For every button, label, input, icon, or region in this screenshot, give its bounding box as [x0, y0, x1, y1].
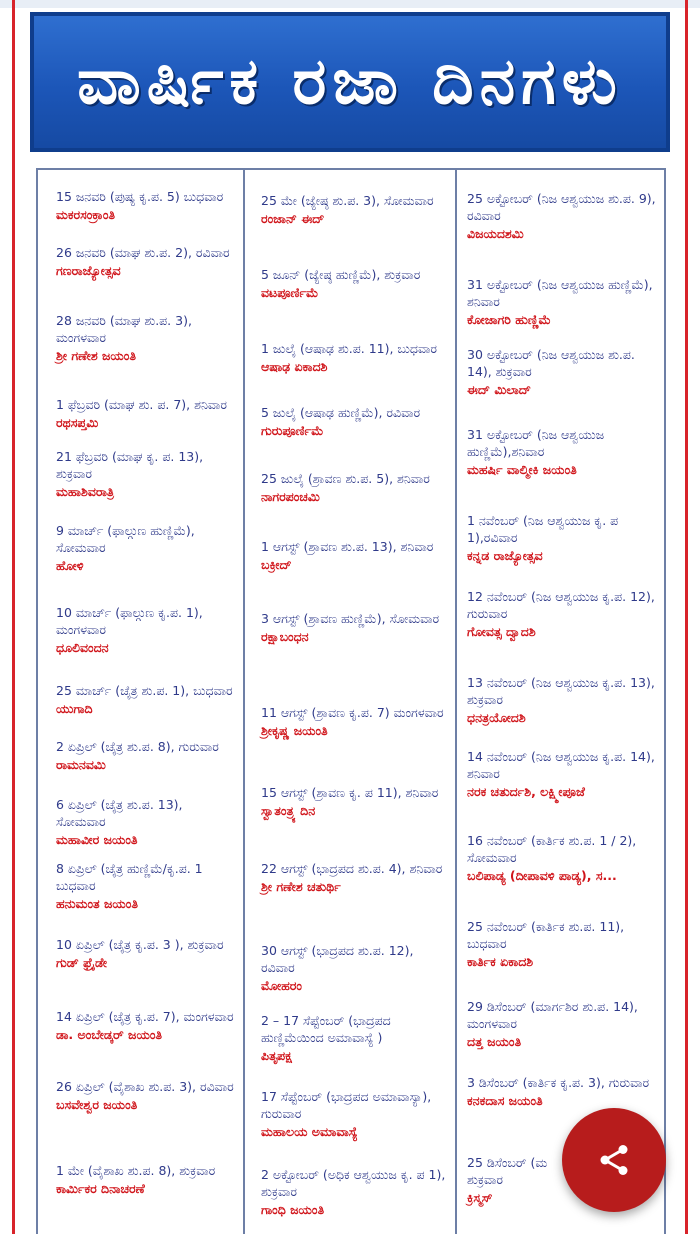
holiday-name: ಮಹಾವೀರ ಜಯಂತಿ: [56, 832, 138, 847]
holiday-date: 17 ಸೆಪ್ಟೆಂಬರ್ (ಭಾದ್ರಪದ ಅಮಾವಾಸ್ಯಾ), ಗುರುವಾರ: [261, 1089, 432, 1121]
holiday-name: ಹನುಮಂತ ಜಯಂತಿ: [56, 896, 138, 911]
holiday-name: ಈದ್ ಮಿಲಾದ್: [467, 382, 531, 397]
holiday-date: 29 ಡಿಸೆಂಬರ್ (ಮಾರ್ಗಶಿರ ಶು.ಪ. 14), ಮಂಗಳವಾರ: [467, 999, 638, 1031]
holiday-entry: [467, 748, 656, 801]
holiday-date: 10 ಏಪ್ರಿಲ್ (ಚೈತ್ರ ಕೃ.ಪ. 3 ), ಶುಕ್ರವಾರ: [56, 937, 224, 952]
holiday-date: 15 ಜನವರಿ (ಪುಷ್ಯ ಕೃ.ಪ. 5) ಬುಧವಾರ: [56, 189, 224, 204]
holiday-date: 8 ಏಪ್ರಿಲ್ (ಚೈತ್ರ ಹುಣ್ಣಿಮೆ/ಕೃ.ಪ. 1 ಬುಧವಾರ: [56, 861, 203, 893]
holiday-name: ಕನಕದಾಸ ಜಯಂತಿ: [467, 1093, 543, 1108]
holiday-entry: [56, 936, 235, 972]
holiday-name: ಮಕರಸಂಕ್ರಾಂತಿ: [56, 207, 116, 222]
holiday-date: 1 ಫೆಬ್ರವರಿ (ಮಾಘ ಶು. ಪ. 7), ಶನಿವಾರ: [56, 397, 227, 412]
holiday-name: ನಾಗರಪಂಚಮಿ: [261, 489, 320, 504]
holiday-entry: [467, 998, 656, 1051]
holiday-entry: [261, 1166, 447, 1219]
holiday-column-2: [245, 170, 457, 1234]
holiday-date: 31 ಅಕ್ಟೋಬರ್ (ನಿಜ ಆಶ್ವಯುಜ ಹುಣ್ಣಿಮೆ), ಶನಿವಾರ: [467, 277, 653, 309]
holiday-entry: [467, 588, 656, 641]
holiday-date: 9 ಮಾರ್ಚ್ (ಫಾಲ್ಗುಣ ಹುಣ್ಣಿಮೆ), ಸೋಮವಾರ: [56, 523, 195, 555]
holiday-entry: [261, 1012, 447, 1065]
holiday-entry: [56, 188, 235, 224]
holiday-date: 1 ನವೆಂಬರ್ (ನಿಜ ಆಶ್ವಯುಜ ಕೃ. ಪ 1),ರವಿವಾರ: [467, 513, 619, 545]
holiday-name: ಬಕ್ರೀದ್: [261, 557, 292, 572]
holiday-name: ಕಾರ್ಮಿಕರ ದಿನಾಚರಣೆ: [56, 1181, 145, 1196]
holiday-date: 6 ಏಪ್ರಿಲ್ (ಚೈತ್ರ ಶು.ಪ. 13), ಸೋಮವಾರ: [56, 797, 183, 829]
holiday-name: ಶ್ರೀ ಗಣೇಶ ಜಯಂತಿ: [56, 348, 136, 363]
holiday-entry: [56, 682, 235, 718]
holiday-date: 14 ಏಪ್ರಿಲ್ (ಚೈತ್ರ ಕೃ.ಪ. 7), ಮಂಗಳವಾರ: [56, 1009, 234, 1024]
holiday-name: ಬಲಿಪಾಡ್ಯ (ದೀಪಾವಳಿ ಪಾಡ್ಯ), ಸ...: [467, 868, 617, 883]
holiday-name: ಗಾಂಧಿ ಜಯಂತಿ: [261, 1202, 325, 1217]
holiday-name: ರಾಮನವಮಿ: [56, 757, 106, 772]
holiday-entry: [56, 604, 235, 657]
holiday-entry: [261, 340, 447, 376]
holiday-date: 5 ಜೂನ್ (ಜ್ಯೇಷ್ಠ ಹುಣ್ಣಿಮೆ), ಶುಕ್ರವಾರ: [261, 267, 421, 282]
holiday-name: ಗುರುಪೂರ್ಣಿಮೆ: [261, 423, 324, 438]
holiday-name: ಹೋಳಿ: [56, 558, 84, 573]
holiday-date: 1 ಆಗಸ್ಟ್ (ಶ್ರಾವಣ ಶು.ಪ. 13), ಶನಿವಾರ: [261, 539, 434, 554]
holiday-date: 22 ಆಗಸ್ಟ್ (ಭಾದ್ರಪದ ಶು.ಪ. 4), ಶನಿವಾರ: [261, 861, 443, 876]
holiday-date: 25 ಜುಲೈ (ಶ್ರಾವಣ ಶು.ಪ. 5), ಶನಿವಾರ: [261, 471, 430, 486]
holiday-entry: [467, 190, 656, 243]
holiday-entry: [467, 674, 656, 727]
holiday-name: ಗಣರಾಜ್ಯೋತ್ಸವ: [56, 263, 121, 278]
holiday-date: 30 ಅಕ್ಟೋಬರ್ (ನಿಜ ಆಶ್ವಯುಜ ಶು.ಪ. 14), ಶುಕ್ರವಾರ: [467, 347, 635, 379]
holiday-date: 10 ಮಾರ್ಚ್ (ಫಾಲ್ಗುಣ ಕೃ.ಪ. 1), ಮಂಗಳವಾರ: [56, 605, 203, 637]
holiday-date: 2 – 17 ಸೆಪ್ಟೆಂಬರ್ (ಭಾದ್ರಪದ ಹುಣ್ಣಿಮೆಯಿಂದ ಅಮಾವಾಸ್ಯೆ ): [261, 1013, 391, 1045]
holiday-date: 25 ನವೆಂಬರ್ (ಕಾರ್ತಿಕ ಶು.ಪ. 11), ಬುಧವಾರ: [467, 919, 625, 951]
holiday-entry: [56, 860, 235, 913]
holiday-entry: [56, 396, 235, 432]
holiday-name: ಧನತ್ರಯೋದಶಿ: [467, 710, 526, 725]
holiday-date: 13 ನವೆಂಬರ್ (ನಿಜ ಆಶ್ವಯುಜ ಕೃ.ಪ. 13), ಶುಕ್ರವಾರ: [467, 675, 655, 707]
title-banner: [30, 12, 670, 152]
holiday-date: 3 ಡಿಸೆಂಬರ್ (ಕಾರ್ತಿಕ ಕೃ.ಪ. 3), ಗುರುವಾರ: [467, 1075, 650, 1090]
holiday-name: ಬಸವೇಶ್ವರ ಜಯಂತಿ: [56, 1097, 138, 1112]
holiday-name: ಮೋಹರಂ: [261, 978, 302, 993]
holiday-column-1: [38, 170, 245, 1234]
holiday-entry: [56, 796, 235, 849]
holiday-entry: [56, 244, 235, 280]
holiday-date: 25 ಮೇ (ಜ್ಯೇಷ್ಠ ಶು.ಪ. 3), ಸೋಮವಾರ: [261, 193, 434, 208]
holiday-entry: [56, 312, 235, 365]
holiday-entry: [467, 426, 656, 479]
holiday-entry: [56, 1162, 235, 1198]
holiday-entry: [261, 1088, 447, 1141]
holiday-date: 26 ಏಪ್ರಿಲ್ (ವೈಶಾಖ ಶು.ಪ. 3), ರವಿವಾರ: [56, 1079, 234, 1094]
holiday-date: 1 ಜುಲೈ (ಆಷಾಢ ಶು.ಪ. 11), ಬುಧವಾರ: [261, 341, 437, 356]
holiday-entry: [467, 1074, 656, 1110]
holiday-date: 3 ಆಗಸ್ಟ್ (ಶ್ರಾವಣ ಹುಣ್ಣಿಮೆ), ಸೋಮವಾರ: [261, 611, 440, 626]
holiday-date: 21 ಫೆಬ್ರವರಿ (ಮಾಘ ಕೃ. ಪ. 13), ಶುಕ್ರವಾರ: [56, 449, 204, 481]
holiday-name: ಧೂಲಿವಂದನ: [56, 640, 109, 655]
holiday-name: ಶ್ರೀಕೃಷ್ಣ ಜಯಂತಿ: [261, 723, 328, 738]
holiday-table: [36, 168, 666, 1234]
holiday-entry: [261, 538, 447, 574]
holiday-name: ಕನ್ನಡ ರಾಜ್ಯೋತ್ಸವ: [467, 548, 543, 563]
holiday-entry: [56, 738, 235, 774]
holiday-name: ಕಾರ್ತಿಕ ಏಕಾದಶಿ: [467, 954, 534, 969]
holiday-entry: [467, 276, 656, 329]
holiday-entry: [261, 192, 447, 228]
holiday-entry: [467, 918, 656, 971]
holiday-name: ರಕ್ಷಾಬಂಧನ: [261, 629, 309, 644]
holiday-entry: [56, 1008, 235, 1044]
page-title: ವಾರ್ಷಿಕ ರಜಾ ದಿನಗಳು: [77, 45, 623, 119]
holiday-entry: [56, 522, 235, 575]
holiday-entry: [467, 832, 656, 885]
holiday-name: ಆಷಾಢ ಏಕಾದಶಿ: [261, 359, 328, 374]
share-button[interactable]: [562, 1108, 666, 1212]
holiday-date: 2 ಏಪ್ರಿಲ್ (ಚೈತ್ರ ಶು.ಪ. 8), ಗುರುವಾರ: [56, 739, 219, 754]
holiday-entry: [261, 784, 447, 820]
holiday-entry: [261, 266, 447, 302]
holiday-name: ದತ್ತ ಜಯಂತಿ: [467, 1034, 522, 1049]
holiday-date: 25 ಡಿಸೆಂಬರ್ (ಮ: [467, 1155, 548, 1170]
holiday-name: ಕ್ರಿಸ್ಮಸ್: [467, 1190, 493, 1205]
holiday-date: 11 ಆಗಸ್ಟ್ (ಶ್ರಾವಣ ಕೃ.ಪ. 7) ಮಂಗಳವಾರ: [261, 705, 444, 720]
holiday-entry: [261, 404, 447, 440]
holiday-entry: [261, 942, 447, 995]
holiday-entry: [261, 610, 447, 646]
holiday-date: 31 ಅಕ್ಟೋಬರ್ (ನಿಜ ಆಶ್ವಯುಜ ಹುಣ್ಣಿಮೆ),ಶನಿವಾರ: [467, 427, 605, 459]
holiday-date: 1 ಮೇ (ವೈಶಾಖ ಶು.ಪ. 8), ಶುಕ್ರವಾರ: [56, 1163, 216, 1178]
holiday-name: ರಂಜಾನ್ ಈದ್: [261, 211, 325, 226]
holiday-entry: [261, 704, 447, 740]
holiday-date: 30 ಆಗಸ್ಟ್ (ಭಾದ್ರಪದ ಶು.ಪ. 12), ರವಿವಾರ: [261, 943, 414, 975]
holiday-entry: [467, 512, 656, 565]
holiday-name: ರಥಸಪ್ತಮಿ: [56, 415, 99, 430]
holiday-name: ಮಹರ್ಷಿ ವಾಲ್ಮೀಕಿ ಜಯಂತಿ: [467, 462, 577, 477]
holiday-name: ಕೋಜಾಗರಿ ಹುಣ್ಣಿಮೆ: [467, 312, 551, 327]
holiday-entry: [261, 860, 447, 896]
holiday-name: ಮಹಾಶಿವರಾತ್ರಿ: [56, 484, 115, 499]
share-icon: [596, 1142, 632, 1178]
holiday-name: ಮಹಾಲಯ ಅಮಾವಾಸ್ಯೆ: [261, 1124, 358, 1139]
holiday-date: 5 ಜುಲೈ (ಆಷಾಢ ಹುಣ್ಣಿಮೆ), ರವಿವಾರ: [261, 405, 421, 420]
holiday-entry: [467, 346, 656, 399]
holiday-date: 28 ಜನವರಿ (ಮಾಘ ಶು.ಪ. 3), ಮಂಗಳವಾರ: [56, 313, 192, 345]
holiday-date: 15 ಆಗಸ್ಟ್ (ಶ್ರಾವಣ ಕೃ. ಪ 11), ಶನಿವಾರ: [261, 785, 439, 800]
holiday-column-3: [457, 170, 664, 1234]
holiday-date: 25 ಮಾರ್ಚ್ (ಚೈತ್ರ ಶು.ಪ. 1), ಬುಧವಾರ: [56, 683, 233, 698]
holiday-date: 14 ನವೆಂಬರ್ (ನಿಜ ಆಶ್ವಯುಜ ಕೃ.ಪ. 14), ಶನಿವಾರ: [467, 749, 655, 781]
holiday-name: ಗುಡ್ ಫ್ರೈಡೇ: [56, 955, 108, 970]
holiday-name: ಶ್ರೀ ಗಣೇಶ ಚತುರ್ಥಿ: [261, 879, 341, 894]
holiday-date: 16 ನವೆಂಬರ್ (ಕಾರ್ತಿಕ ಶು.ಪ. 1 / 2), ಸೋಮವಾರ: [467, 833, 637, 865]
holiday-entry: [261, 470, 447, 506]
holiday-name: ವಿಜಯದಶಮಿ: [467, 226, 524, 241]
holiday-name: ಡಾ. ಅಂಬೇಡ್ಕರ್ ಜಯಂತಿ: [56, 1027, 163, 1042]
holiday-date: 25 ಅಕ್ಟೋಬರ್ (ನಿಜ ಆಶ್ವಯುಜ ಶು.ಪ. 9), ರವಿವಾರ: [467, 191, 656, 223]
holiday-date: 2 ಅಕ್ಟೋಬರ್ (ಅಧಿಕ ಆಶ್ವಯುಜ ಕೃ. ಪ 1), ಶುಕ್ರವಾರ: [261, 1167, 446, 1199]
holiday-date: 26 ಜನವರಿ (ಮಾಘ ಶು.ಪ. 2), ರವಿವಾರ: [56, 245, 230, 260]
holiday-entry: [56, 448, 235, 501]
holiday-weekday: ಶುಕ್ರವಾರ: [467, 1172, 504, 1187]
holiday-name: ವಟಪೂರ್ಣಿಮೆ: [261, 285, 319, 300]
holiday-name: ಗೋವತ್ಸ ದ್ವಾದಶಿ: [467, 624, 536, 639]
holiday-name: ನರಕ ಚತುರ್ದಶಿ, ಲಕ್ಷ್ಮೀಪೂಜೆ: [467, 784, 585, 799]
holiday-name: ಪಿತೃಪಕ್ಷ: [261, 1048, 292, 1063]
holiday-entry: [56, 1078, 235, 1114]
holiday-name: ಯುಗಾದಿ: [56, 701, 93, 716]
holiday-name: ಸ್ವಾತಂತ್ರ್ಯ ದಿನ: [261, 803, 316, 818]
holiday-date: 12 ನವೆಂಬರ್ (ನಿಜ ಆಶ್ವಯುಜ ಕೃ.ಪ. 12), ಗುರುವಾರ: [467, 589, 655, 621]
